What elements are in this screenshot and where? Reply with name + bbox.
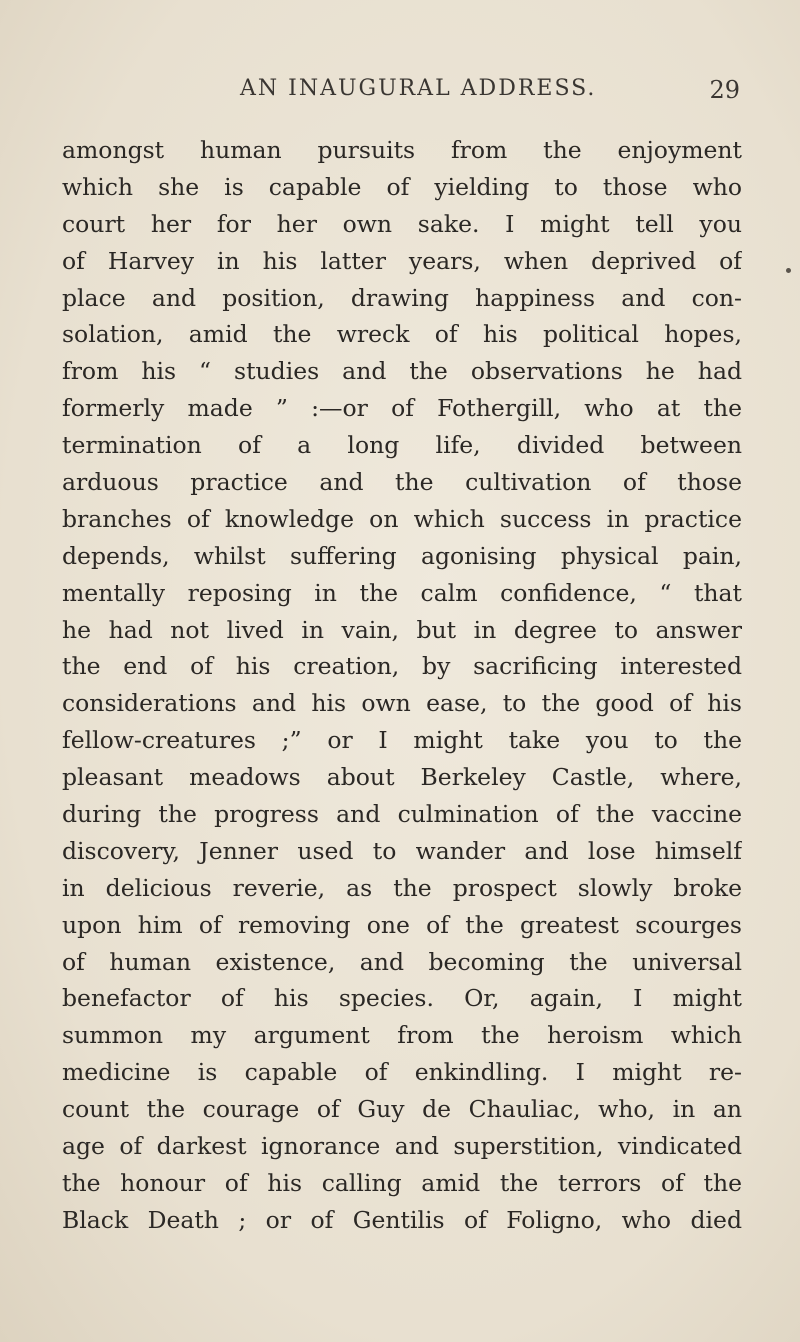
text-line: solation, amid the wreck of his political hopes, bbox=[62, 320, 742, 349]
text-line: count the courage of Guy de Chauliac, who, in an bbox=[62, 1095, 742, 1124]
text-line: during the progress and culmination of the vaccine bbox=[62, 800, 742, 829]
text-line: branches of knowledge on which success in practice bbox=[62, 504, 742, 533]
text-line: upon him of removing one of the greatest scourges bbox=[62, 910, 742, 939]
running-head-title: AN INAUGURAL ADDRESS. bbox=[240, 76, 597, 101]
text-line: court her for her own sake. I might tell you bbox=[62, 209, 742, 238]
text-line: the honour of his calling amid the terrors of the bbox=[62, 1168, 742, 1197]
text-line: arduous practice and the cultivation of those bbox=[62, 468, 742, 497]
text-line: of Harvey in his latter years, when deprived of bbox=[62, 246, 742, 275]
text-line: mentally reposing in the calm confidence, “ that bbox=[62, 578, 742, 607]
text-line: considerations and his own ease, to the good of his bbox=[62, 689, 742, 718]
text-line: amongst human pursuits from the enjoyment bbox=[62, 136, 742, 164]
text-line: discovery, Jenner used to wander and lose himself bbox=[62, 836, 742, 865]
text-line: which she is capable of yielding to those who bbox=[62, 172, 742, 201]
text-line: depends, whilst suffering agonising physical pain, bbox=[62, 541, 742, 570]
text-line: benefactor of his species. Or, again, I might bbox=[62, 984, 742, 1013]
text-line: in delicious reverie, as the prospect slowly broke bbox=[62, 873, 742, 902]
running-head bbox=[0, 76, 800, 110]
text-line: of human existence, and becoming the universal bbox=[62, 947, 742, 976]
text-line: place and position, drawing happiness and con- bbox=[62, 283, 742, 312]
text-line: he had not lived in vain, but in degree to answer bbox=[62, 615, 742, 644]
text-line: summon my argument from the heroism which bbox=[62, 1021, 742, 1050]
body-text bbox=[62, 132, 742, 1239]
page-number: 29 bbox=[709, 76, 740, 104]
print-speck bbox=[786, 268, 791, 273]
text-line: formerly made ” :—or of Fothergill, who at the bbox=[62, 394, 742, 423]
text-line: Black Death ; or of Gentilis of Foligno, who died bbox=[62, 1205, 742, 1234]
text-line: fellow-creatures ;” or I might take you to the bbox=[62, 726, 742, 755]
text-line: termination of a long life, divided between bbox=[62, 431, 742, 460]
text-line: age of darkest ignorance and superstition, vindicated bbox=[62, 1132, 742, 1161]
text-line: medicine is capable of enkindling. I might re- bbox=[62, 1058, 742, 1087]
text-line: the end of his creation, by sacrificing interested bbox=[62, 652, 742, 681]
text-line: pleasant meadows about Berkeley Castle, where, bbox=[62, 763, 742, 792]
text-line: from his “ studies and the observations he had bbox=[62, 357, 742, 386]
